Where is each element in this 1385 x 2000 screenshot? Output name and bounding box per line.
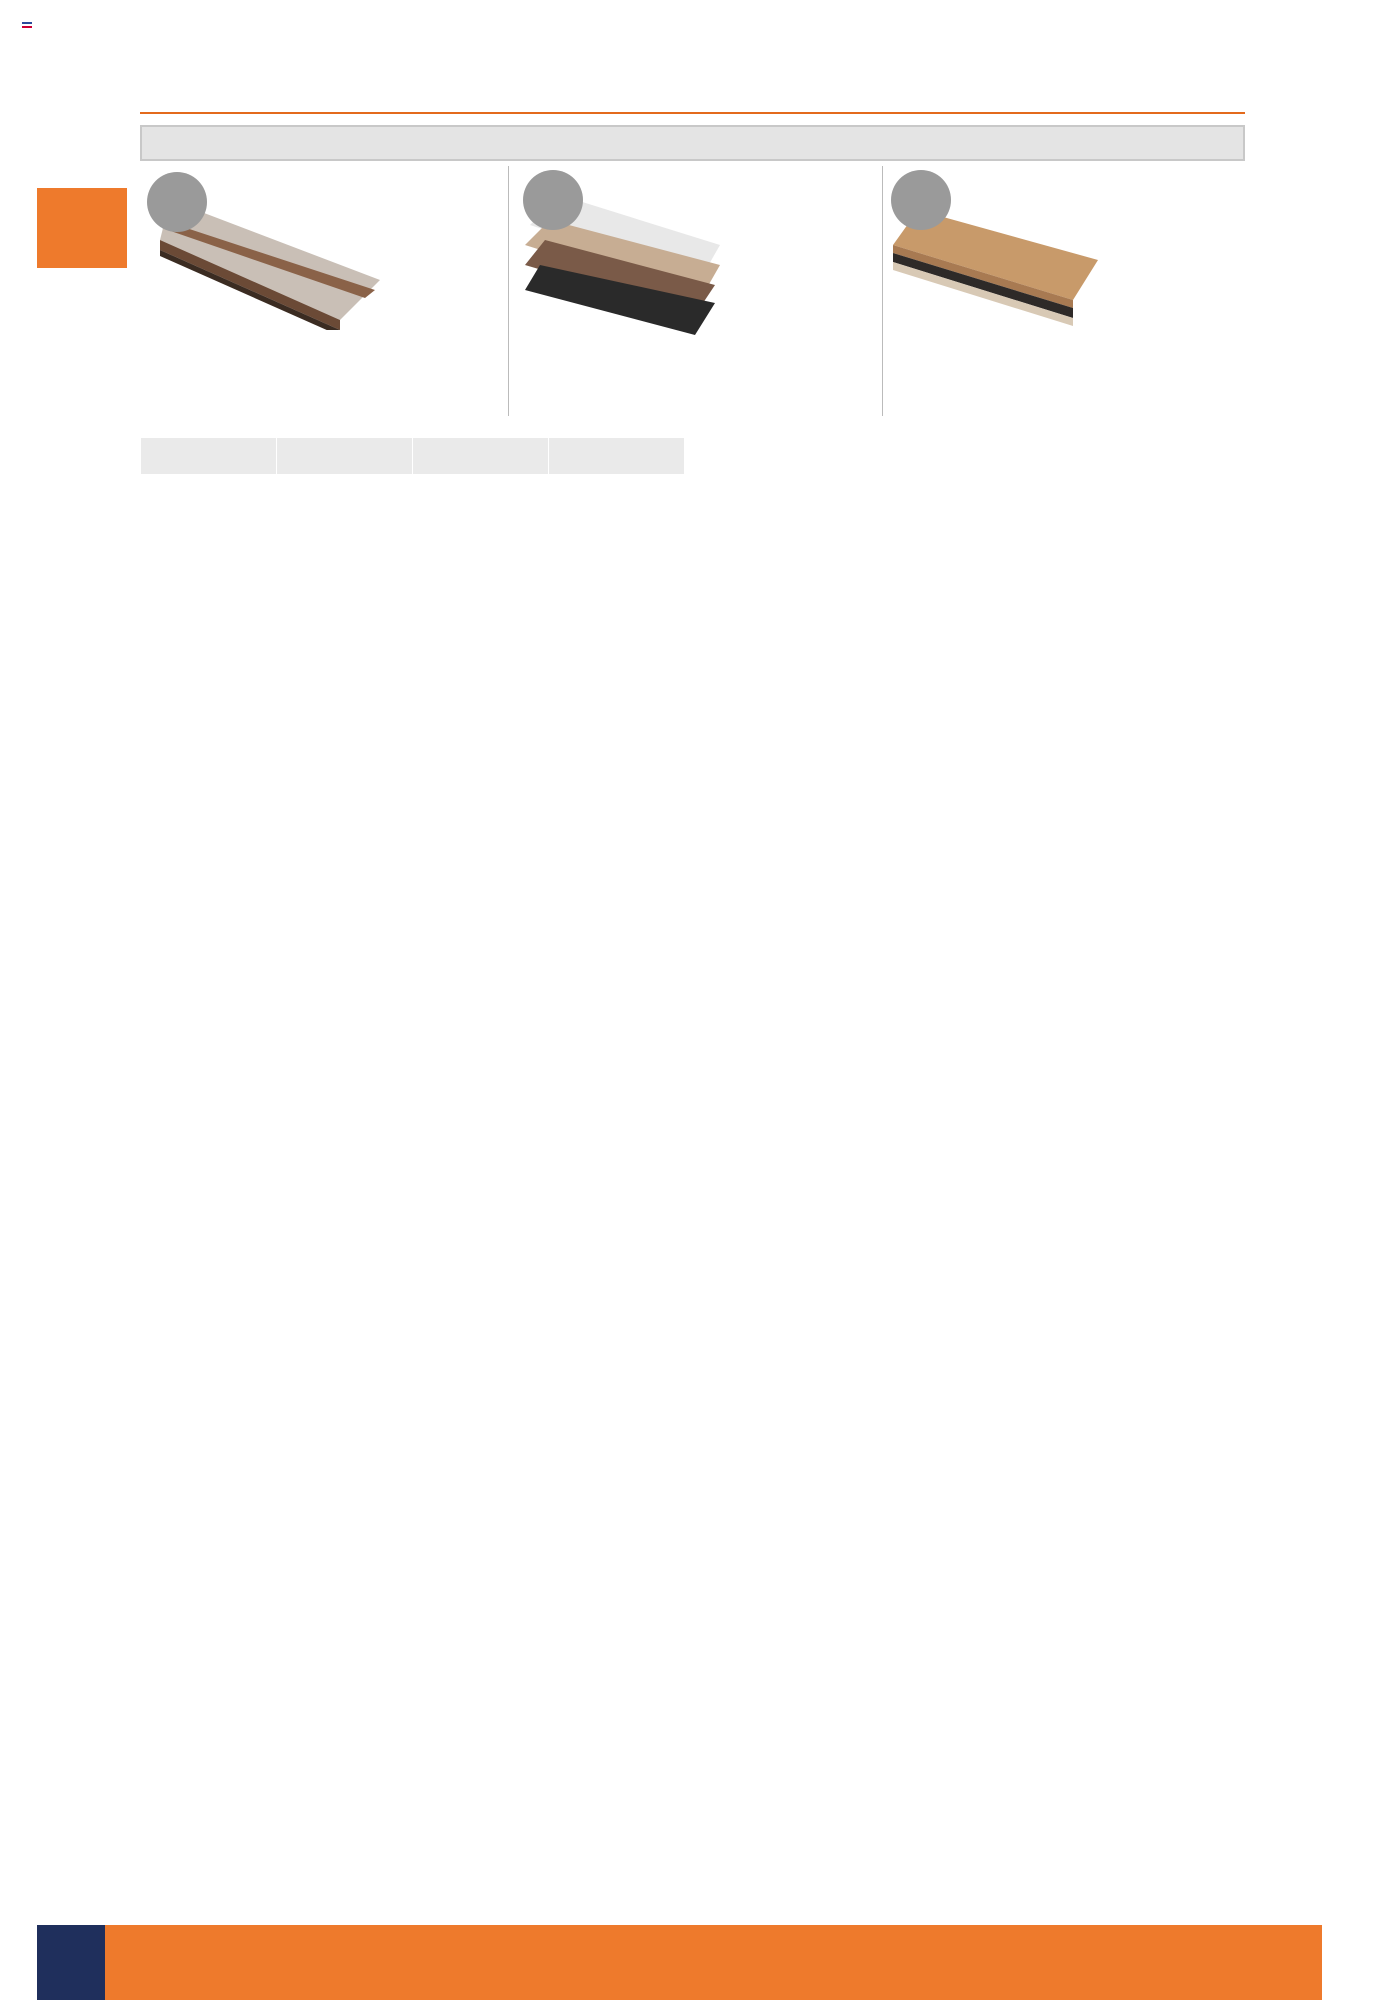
lvt-badge bbox=[523, 170, 583, 230]
type-lvt bbox=[515, 170, 880, 420]
types-banner bbox=[140, 125, 1245, 161]
flag-icon bbox=[22, 22, 32, 28]
type-spc bbox=[142, 170, 507, 420]
comparison-header bbox=[549, 438, 685, 475]
comparison-header bbox=[413, 438, 549, 475]
title-divider bbox=[140, 112, 1245, 114]
lvt-rigido-badge bbox=[891, 170, 951, 230]
type-divider bbox=[882, 166, 883, 416]
type-lvt-rigido bbox=[888, 170, 1253, 420]
comparison-header-empty bbox=[141, 438, 277, 475]
section-tab bbox=[37, 188, 127, 268]
spc-badge bbox=[147, 172, 207, 232]
footer-bar bbox=[37, 1925, 1322, 2000]
brand-logo bbox=[37, 1925, 105, 2000]
type-divider bbox=[508, 166, 509, 416]
section-side-label bbox=[100, 300, 130, 660]
comparison-header bbox=[277, 438, 413, 475]
comparison-table bbox=[140, 437, 685, 475]
